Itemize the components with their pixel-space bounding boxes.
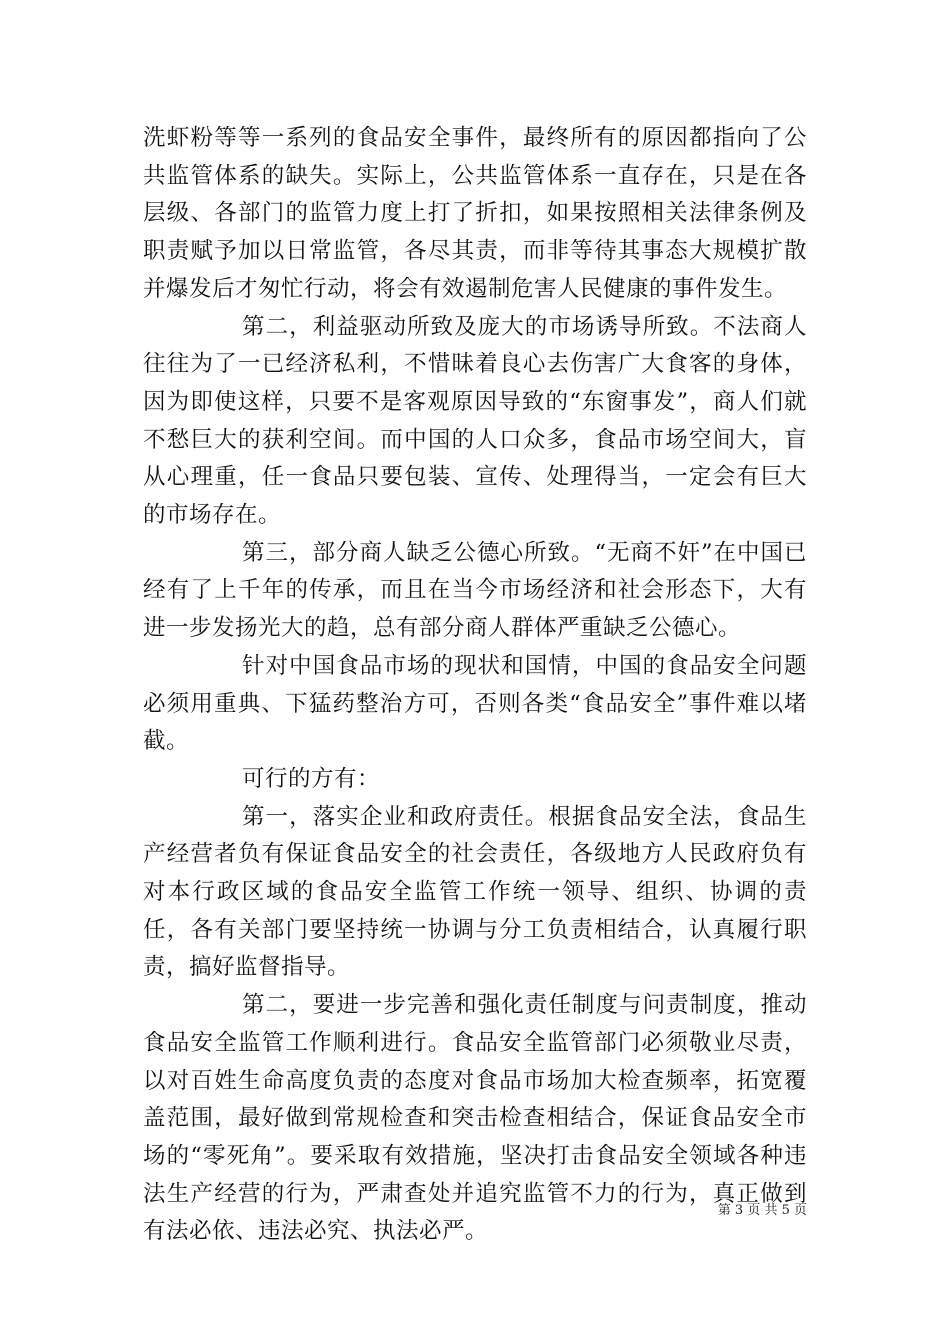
paragraph-reason-three: 第三，部分商人缺乏公德心所致。“无商不奸”在中国已经有了上千年的传承，而且在当今市场经济和社会形态下，大有进一步发扬光大的趋，总有部分商人群体严重缺乏公德心。	[143, 539, 807, 642]
paragraph-method-one: 第一，落实企业和政府责任。根据食品安全法，食品生产经营者负有保证食品安全的社会责任，各级地方人民政府负有对本行政区域的食品安全监管工作统一领导、组织、协调的责任，各有关部门要坚持统一协调与分工负责相结合，认真履行职责，搞好监督指导。	[143, 803, 807, 981]
paragraph-methods-heading: 可行的方有：	[242, 765, 381, 792]
paragraph-method-two: 第二，要进一步完善和强化责任制度与问责制度，推动食品安全监管工作顺利进行。食品安全监管部门必须敬业尽责，以对百姓生命高度负责的态度对食品市场加大检查频率，拓宽覆盖范围，最好做到常规检查和突击检查相结合，保证食品安全市场的“零死角”。要采取有效措施，坚决打击食品安全领域各种违法生产经营的行为，严肃查处并追究监管不力的行为，真正做到有法必依、违法必究、执法必严。	[143, 992, 807, 1245]
document-body	[143, 120, 807, 1251]
paragraph-conclusion: 针对中国食品市场的现状和国情，中国的食品安全问题必须用重典、下猛药整治方可，否则各类“食品安全”事件难以堵截。	[143, 652, 807, 755]
page-number-footer: 第 3 页 共 5 页	[717, 1203, 807, 1218]
paragraph-reason-two: 第二，利益驱动所致及庞大的市场诱导所致。不法商人往往为了一已经济私利，不惜昧着良心去伤害广大食客的身体，因为即使这样，只要不是客观原因导致的“东窗事发”，商人们就不愁巨大的获利空间。而中国的人口众多，食品市场空间大，盲从心理重，任一食品只要包装、宣传、处理得当，一定会有巨大的市场存在。	[143, 313, 807, 529]
paragraph-continuation: 洗虾粉等等一系列的食品安全事件，最终所有的原因都指向了公共监管体系的缺失。实际上，公共监管体系一直存在，只是在各层级、各部门的监管力度上打了折扣，如果按照相关法律条例及职责赋予加以日常监管，各尽其责，而非等待其事态大规模扩散并爆发后才匆忙行动，将会有效遏制危害人民健康的事件发生。	[143, 125, 807, 302]
